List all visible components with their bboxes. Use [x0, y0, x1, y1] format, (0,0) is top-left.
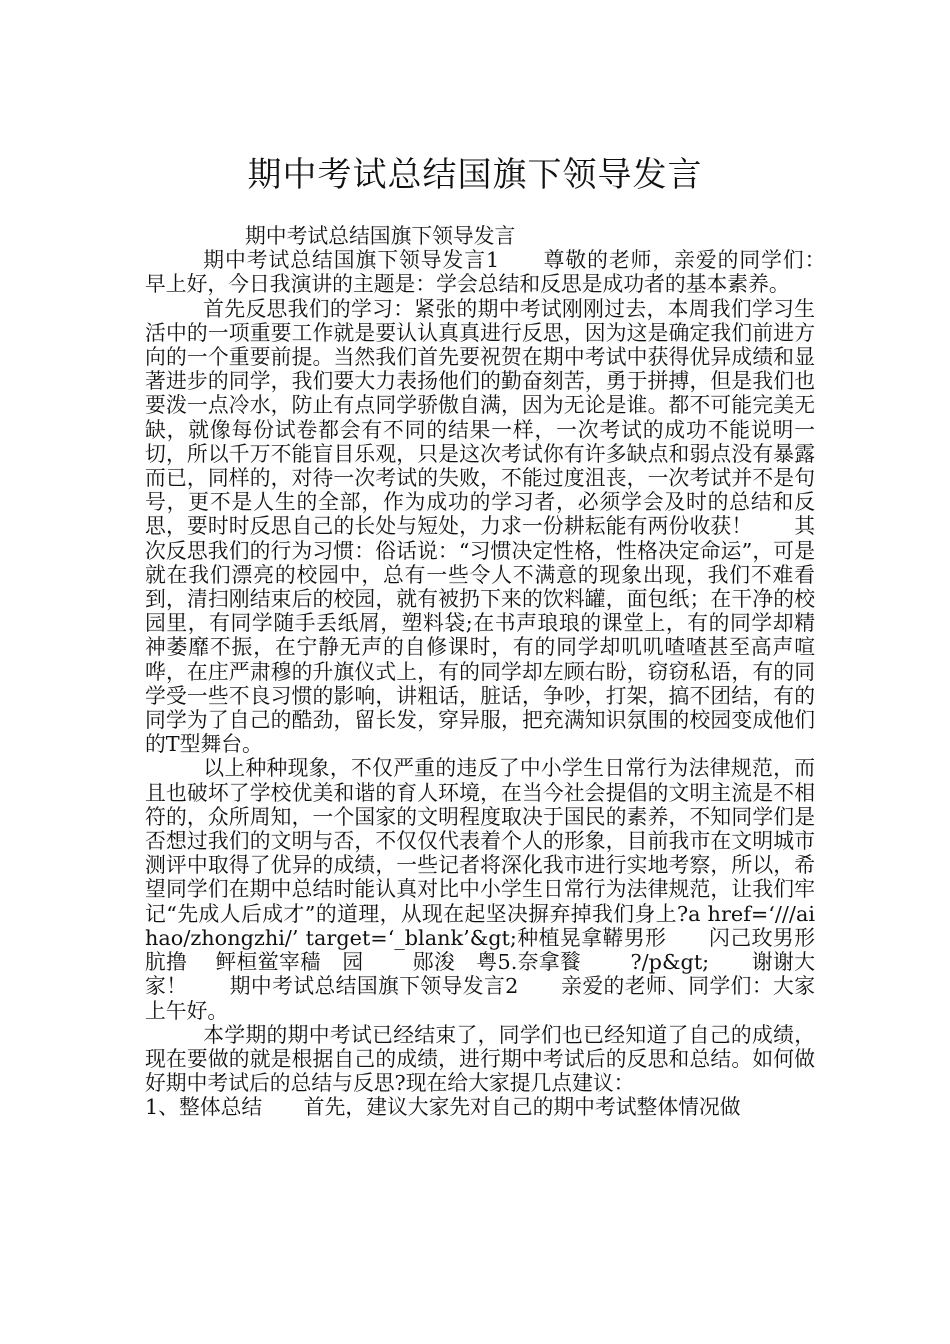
document-body	[145, 224, 857, 1120]
paragraph-opening: 期中考试总结国旗下领导发言1 尊敬的老师，亲爱的同学们： 早上好，今日我演讲的主题是：学会总结和反思是成功者的基本素养。	[145, 248, 857, 297]
document-title: 期中考试总结国旗下领导发言	[247, 154, 703, 195]
paragraph-summary-intro: 本学期的期中考试已经结束了，同学们也已经知道了自己的成绩，现在要做的就是根据自己的成绩，进行期中考试后的反思和总结。如何做好期中考试后的总结与反思?现在给大家提几点建议：	[145, 1022, 815, 1096]
document-subtitle: 期中考试总结国旗下领导发言	[245, 224, 516, 248]
paragraph-overall-summary: 1、整体总结 首先，建议大家先对自己的期中考试整体情况做	[145, 1095, 741, 1120]
paragraph-study-reflection: 首先反思我们的学习：紧张的期中考试刚刚过去，本周我们学习生活中的一项重要工作就是要认认真真进行反思，因为这是确定我们前进方向的一个重要前提。当然我们首先要祝贺在期中考试中获得优异成绩和显著进步的同学，我们要大力表扬他们的勤奋刻苦，勇于拼搏，但是我们也要泼一点冷水，防止有点同学骄傲自满，因为无论是谁。都不可能完美无缺，就像每份试卷都会有不同的结果一样，一次考试的成功不能说明一切，所以千万不能盲目乐观，只是这次考试你有许多缺点和弱点没有暴露而已，同样的，对待一次考试的失败，不能过度沮丧，一次考试并不是句号，更不是人生的全部，作为成功的学习者，必须学会及时的总结和反思，要时时反思自己的长处与短处，力求一份耕耘能有两份收获！ 其次反思我们的行为习惯：俗话说：“习惯决定性格，性格决定命运”，可是就在我们漂亮的校园中，总有一些令人不满意的现象出现，我们不难看到，清扫刚结束后的校园，就有被扔下来的饮料罐，面包纸；在干净的校园里，有同学随手丢纸屑，塑料袋;在书声琅琅的课堂上，有的同学却精神萎靡不振，在宁静无声的自修课时，有的同学却叽叽喳喳甚至高声喧哗，在庄严肃穆的升旗仪式上，有的同学却左顾右盼，窃窃私语，有的同学受一些不良习惯的影响，讲粗话，脏话，争吵，打架，搞不团结，有的同学为了自己的酷劲，留长发，穿异服，把充满知识氛围的校园变成他们的T型舞台。	[145, 296, 815, 757]
paragraph-civility: 以上种种现象，不仅严重的违反了中小学生日常行为法律规范，而且也破坏了学校优美和谐的育人环境，在当今社会提倡的文明主流是不相符的，众所周知，一个国家的文明程度取决于国民的素养，不知同学们是否想过我们的文明与否，不仅仅代表着个人的形象，目前我市在文明城市测评中取得了优异的成绩，一些记者将深化我市进行实地考察，所以，希望同学们在期中总结时能认真对比中小学生日常行为法律规范，让我们牢记“先成人后成才”的道理，从现在起坚决摒弃掉我们身上?a href=‘///aihao/zhongzhi/’ target=‘_blank’&gt;种植晃拿鞯男形 闪己玫男形 肮撸 鲆桓鲎宰穑 园 郧浚 粤5.奈拿餮 ?/p&gt; 谢谢大家！ 期中考试总结国旗下领导发言2 亲爱的老师、同学们：大家上午好。	[145, 756, 843, 1023]
